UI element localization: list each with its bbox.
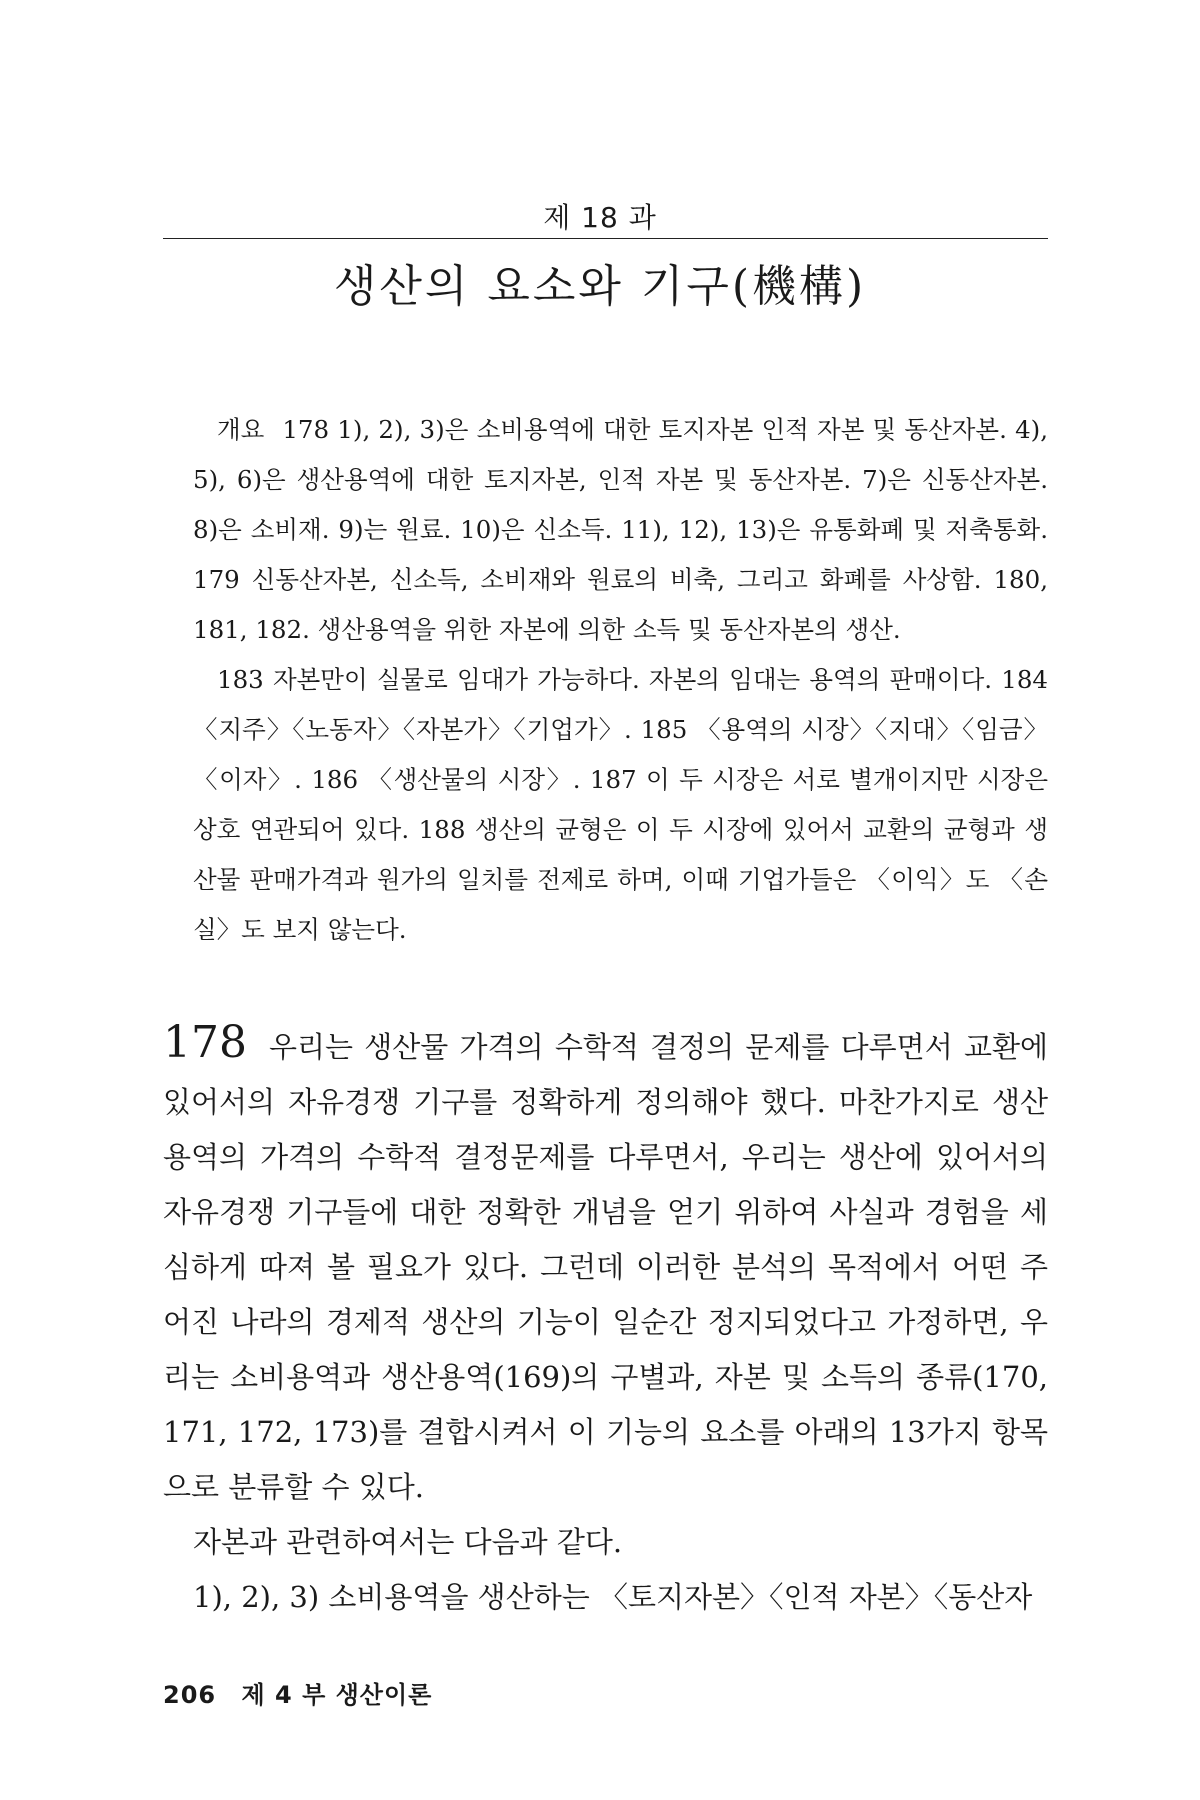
body-paragraph-text: 우리는 생산물 가격의 수학적 결정의 문제를 다루면서 교환에 있어서의 자유경쟁 기구를 정확하게 정의해야 했다. 마찬가지로 생산용역의 가격의 수학적 결정문제를 다루면서, 우리는 생산에 있어서의 자유경쟁 기구들에 대한 정확한 개념을 얻기 위하여 사실과 경험을 세심하게 따져 볼 필요가 있다. 그런데 이러한 분석의 목적에서 어떤 주어진 나라의 경제적 생산의 기능이 일순간 정지되었다고 가정하면, 우리는 소비용역과 생산용역(169)의 구별과, 자본 및 소득의 종류(170, 171, 172, 173)를 결합시켜서 이 기능의 요소를 아래의 13가지 항목으로 분류할 수 있다. [163,1030,1048,1504]
summary-label: 개요 [217,415,265,444]
page-number: 206 [163,1681,217,1709]
summary-block [193,405,1048,955]
body-paragraph: 자본과 관련하여서는 다음과 같다. [193,1525,623,1559]
body-paragraph: 1), 2), 3) 소비용역을 생산하는 〈토지자본〉〈인적 자본〉〈동산자 [193,1580,1033,1614]
body-text [163,1017,1048,1625]
summary-paragraph: 183 자본만이 실물로 임대가 가능하다. 자본의 임대는 용역의 판매이다. 184 〈지주〉〈노동자〉〈자본가〉〈기업가〉. 185 〈용역의 시장〉〈지대〉〈임금〉〈이자〉. 186 〈생산물의 시장〉. 187 이 두 시장은 서로 별개이지만 시장은 상호 연관되어 있다. 188 생산의 균형은 이 두 시장에 있어서 교환의 균형과 생산물 판매가격과 원가의 일치를 전제로 하며, 이때 기업가들은 〈이익〉도 〈손실〉도 보지 않는다. [193,665,1048,944]
chapter-title: 생산의 요소와 기구(機構) [333,261,867,312]
part-title: 생산이론 [335,1681,433,1709]
lesson-number: 제 18 과 [543,201,657,234]
section-number: 178 [163,1017,247,1068]
part-label: 제 4 부 [241,1681,327,1709]
page-footer [163,1675,432,1710]
title-divider [163,238,1048,239]
body-paragraph [163,1017,1048,1515]
summary-paragraph [193,405,1048,655]
summary-text: 178 1), 2), 3)은 소비용역에 대한 토지자본 인적 자본 및 동산자본. 4), 5), 6)은 생산용역에 대한 토지자본, 인적 자본 및 동산자본. 7)은 신동산자본. 8)은 소비재. 9)는 원료. 10)은 신소득. 11), 12), 13)은 유통화폐 및 저축통화. 179 신동산자본, 신소득, 소비재와 원료의 비축, 그리고 화폐를 사상함. 180, 181, 182. 생산용역을 위한 자본에 의한 소득 및 동산자본의 생산. [193,415,1048,644]
